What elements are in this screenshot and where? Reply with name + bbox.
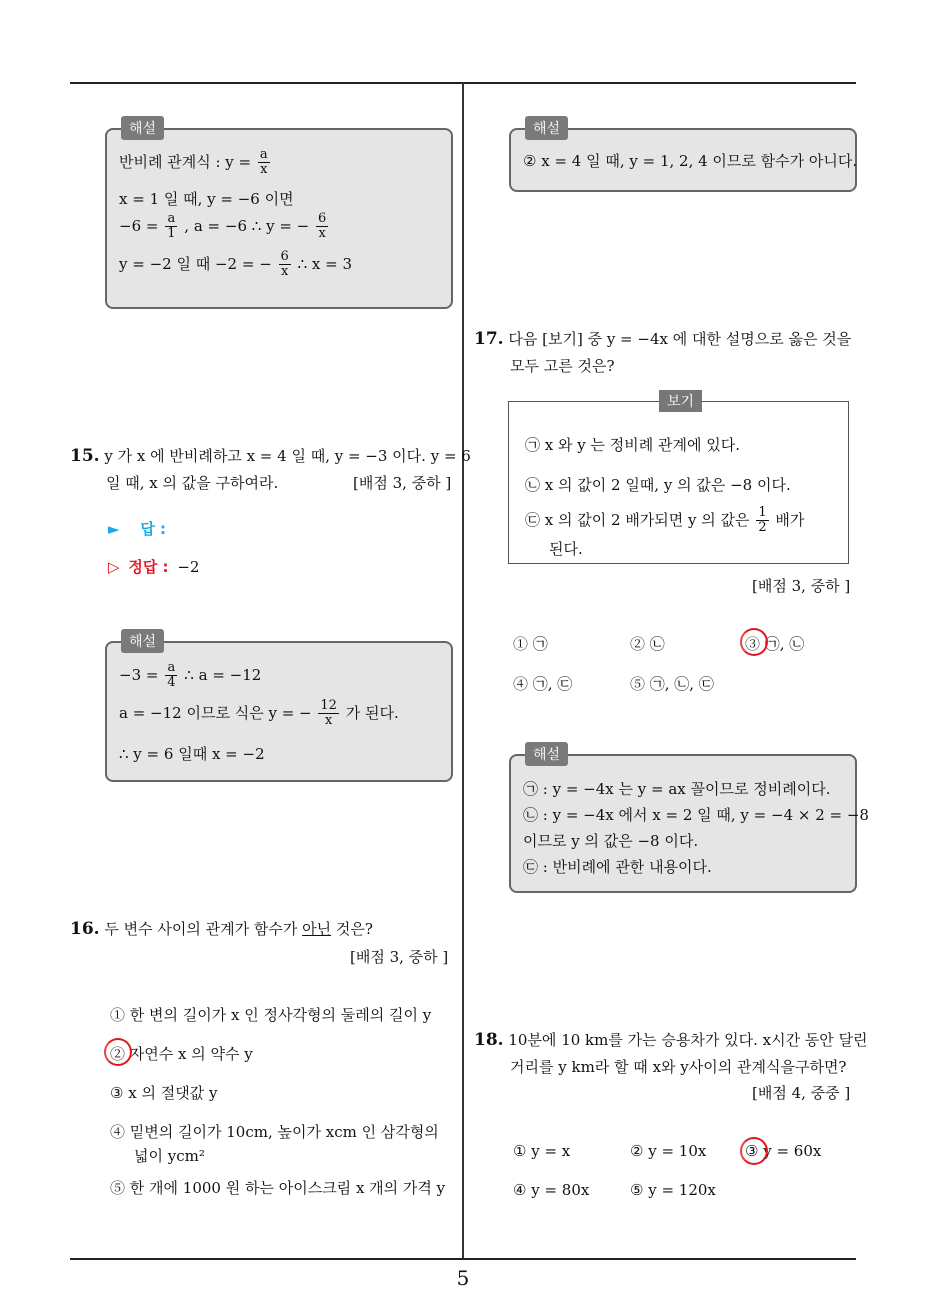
- solution-line: 반비례 관계식 : y = $\frac{a}{x}$: [119, 147, 268, 178]
- solution-line: ㉠ : y = −4x 는 y = ax 꼴이므로 정비례이다.: [523, 780, 831, 798]
- option-2[interactable]: ② 자연수 x 의 약수 y: [110, 1045, 253, 1063]
- triangle-icon: ▷: [108, 558, 120, 576]
- solution-line: ② x = 4 일 때, y = 1, 2, 4 이므로 함수가 아니다.: [523, 152, 858, 170]
- underlined-word: 아닌: [302, 920, 332, 938]
- score: [배점 3, 중하 ]: [752, 577, 851, 595]
- option-1[interactable]: ① 한 변의 길이가 x 인 정사각형의 둘레의 길이 y: [110, 1006, 432, 1024]
- play-icon: ►: [108, 520, 120, 538]
- bogi-box: [508, 394, 849, 564]
- question-17: [474, 328, 851, 349]
- option-3[interactable]: ③ ㉠, ㉡: [745, 635, 805, 653]
- question-text-line2: 모두 고른 것은?: [510, 357, 615, 375]
- question-text-line2: 일 때, x 의 값을 구하여라.: [106, 474, 279, 492]
- bogi-item-line2: 된다.: [549, 540, 583, 558]
- page-number: 5: [456, 1266, 470, 1290]
- correct-answer-row: [108, 556, 199, 577]
- solution-line: ㉡ : y = −4x 에서 x = 2 일 때, y = −4 × 2 = −8: [523, 806, 869, 824]
- option-5[interactable]: ⑤ ㉠, ㉡, ㉢: [630, 675, 714, 693]
- fraction: $\frac{a}{x}$: [259, 147, 268, 178]
- fraction: $\frac{1}{2}$: [758, 505, 767, 536]
- score: [배점 3, 중하 ]: [350, 948, 449, 966]
- solution-line: ㉢ : 반비례에 관한 내용이다.: [523, 858, 712, 876]
- solution-line: −3 = $\frac{a}{4}$ ∴ a = −12: [119, 660, 262, 691]
- bogi-item: ㉡ x 의 값이 2 일때, y 의 값은 −8 이다.: [525, 476, 791, 494]
- option-2[interactable]: ② y = 10x: [630, 1142, 707, 1160]
- selected-answer-circle: [740, 1137, 768, 1165]
- correct-label: 정답 :: [128, 558, 169, 576]
- question-15: [70, 445, 471, 466]
- option-4[interactable]: ④ ㉠, ㉢: [513, 675, 573, 693]
- bogi-item: ㉠ x 와 y 는 정비례 관계에 있다.: [525, 436, 740, 454]
- bogi-label: 보기: [659, 390, 702, 412]
- question-number: 16.: [70, 919, 100, 939]
- question-text: 10분에 10 km를 가는 승용차가 있다. x시간 동안 달린: [508, 1031, 868, 1049]
- question-text-line2: 거리를 y km라 할 때 x와 y사이의 관계식을구하면?: [510, 1058, 847, 1076]
- answer-row[interactable]: [108, 518, 166, 539]
- option-1[interactable]: ① ㉠: [513, 635, 548, 653]
- question-16: 16. 두 변수 사이의 관계가 함수가 아닌 것은?: [70, 919, 373, 939]
- selected-answer-circle: [104, 1038, 132, 1066]
- question-text: 다음 [보기] 중 y = −4x 에 대한 설명으로 옳은 것을: [508, 330, 852, 348]
- solution-box-17: [509, 747, 869, 893]
- fraction: $\frac{12}{x}$: [320, 698, 337, 729]
- score: [배점 4, 중중 ]: [752, 1084, 851, 1102]
- solution-line: −6 = $\frac{a}{1}$ , a = −6 ∴ y = − $\frac{6}{x}$: [119, 211, 327, 242]
- question-number: 17.: [474, 329, 504, 349]
- option-1[interactable]: ① y = x: [513, 1142, 571, 1160]
- column-divider: [462, 82, 464, 1258]
- option-4-line2: 넓이 ycm²: [134, 1147, 205, 1165]
- correct-value: −2: [177, 558, 200, 576]
- solution-line: y = −2 일 때 −2 = − $\frac{6}{x}$ ∴ x = 3: [119, 249, 353, 280]
- option-5[interactable]: ⑤ 한 개에 1000 원 하는 아이스크림 x 개의 가격 y: [110, 1179, 446, 1197]
- solution-label: 해설: [525, 742, 568, 766]
- option-3[interactable]: ③ y = 60x: [745, 1142, 822, 1160]
- solution-box-14: [105, 121, 453, 309]
- question-text: y 가 x 에 반비례하고 x = 4 일 때, y = −3 이다. y = 6: [104, 447, 471, 465]
- option-4[interactable]: ④ 밑변의 길이가 10cm, 높이가 xcm 인 삼각형의: [110, 1123, 439, 1141]
- answer-label: 답 :: [140, 520, 167, 538]
- solution-line: ∴ y = 6 일때 x = −2: [119, 745, 265, 763]
- solution-label: 해설: [525, 116, 568, 140]
- option-5[interactable]: ⑤ y = 120x: [630, 1181, 716, 1199]
- score: [배점 3, 중하 ]: [353, 474, 452, 492]
- question-18: [474, 1029, 868, 1050]
- fraction: $\frac{6}{x}$: [318, 211, 327, 242]
- solution-line: 이므로 y 의 값은 −8 이다.: [523, 832, 699, 850]
- solution-box-16: [509, 121, 858, 192]
- bottom-rule: [70, 1258, 856, 1260]
- solution-line: a = −12 이므로 식은 y = − $\frac{12}{x}$ 가 된다.: [119, 698, 399, 729]
- bogi-item: ㉢ x 의 값이 2 배가되면 y 의 값은 $\frac{1}{2}$ 배가: [525, 505, 805, 536]
- solution-label: 해설: [121, 629, 164, 653]
- option-2[interactable]: ② ㉡: [630, 635, 665, 653]
- selected-answer-circle: [740, 628, 768, 656]
- solution-line: x = 1 일 때, y = −6 이면: [119, 190, 294, 208]
- question-number: 18.: [474, 1030, 504, 1050]
- option-3[interactable]: ③ x 의 절댓값 y: [110, 1084, 218, 1102]
- fraction: $\frac{a}{1}$: [167, 211, 176, 242]
- fraction: $\frac{6}{x}$: [280, 249, 289, 280]
- solution-label: 해설: [121, 116, 164, 140]
- fraction: $\frac{a}{4}$: [167, 660, 176, 691]
- option-4[interactable]: ④ y = 80x: [513, 1181, 590, 1199]
- question-number: 15.: [70, 446, 100, 466]
- solution-box-15: [105, 634, 453, 782]
